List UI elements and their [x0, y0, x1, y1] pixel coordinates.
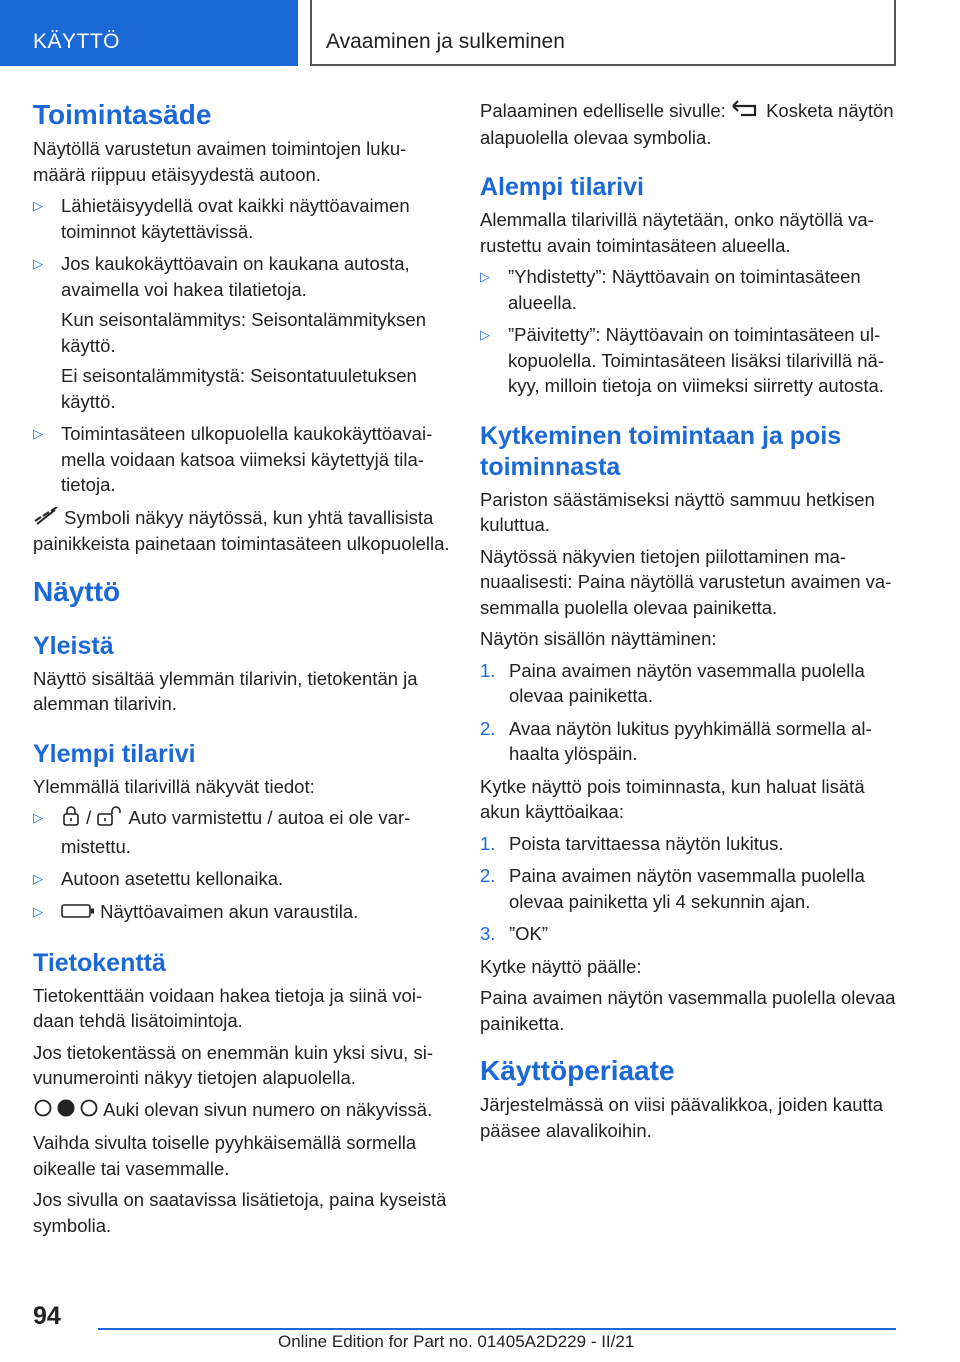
heading-upper-status: Ylempi tilarivi [33, 739, 196, 768]
out-of-range-icon [33, 506, 59, 532]
footer-edition: Online Edition for Part no. 01405A2D229 - II/21 [278, 1332, 635, 1351]
bullet-triangle-icon: ▷ [33, 256, 43, 271]
list-item: ▷ Toimintasäteen ulkopuolella kaukokäyttöavaimella voidaan katsoa viimeksi käytettyjä tilatietoja. [33, 423, 433, 495]
numbered-list [480, 658, 898, 767]
bullet-triangle-icon: ▷ [33, 903, 43, 919]
page-dots-icon [33, 1098, 99, 1125]
paragraph: Järjestelmässä on viisi päävalikkoa, joiden kautta pääsee alavalikoihin. [480, 1094, 884, 1141]
list-item: ▷ ”Yhdistetty”: Näyttöavain on toimintasäteen alueella. [480, 266, 861, 313]
paragraph: Kytke näyttö pois toiminnasta, kun haluat lisätä akun käyttöaikaa: [480, 775, 865, 823]
paragraph: Vaihda sivulta toiselle pyyhkäisemällä sormella oikealle tai vasemmalle. [33, 1132, 417, 1179]
lock-closed-icon [61, 805, 81, 834]
bullet-triangle-icon: ▷ [480, 269, 490, 285]
paragraph: Palaaminen edelliselle sivulle: Kosketa näytön alapuolella olevaa symbolia. [480, 100, 894, 148]
paragraph: Alemmalla tilarivillä näytetään, onko näytöllä varustettu avain toimintasäteen alueella. [480, 209, 874, 256]
sub-paragraph: Ei seisontalämmitystä: Seisontatuuletuksen käyttö. [61, 365, 417, 412]
list-item: 3. ”OK” [480, 923, 549, 945]
list-item: ▷ ”Päivitetty”: Näyttöavain on toimintasäteen ulkopuolella. Toimintasäteen lisäksi tilarivillä näkyy, milloin tietoja on viimeksi siirretty autosta. [480, 324, 885, 397]
paragraph: Kytke näyttö päälle: [480, 955, 642, 977]
list-item: 1. Paina avaimen näytön vasemmalla puolella olevaa painiketta. [480, 659, 865, 707]
lock-open-icon [96, 805, 124, 834]
page-number: 94 [33, 1302, 61, 1330]
list-item: ▷ Lähietäisyydellä ovat kaikki näyttöavaimen toiminnot käytettävissä. [33, 195, 410, 242]
bullet-list [33, 805, 451, 925]
paragraph: Symboli näkyy näytössä, kun yhtä tavallisista painikkeista painetaan toimintasäteen ulkopuolella. [33, 506, 450, 555]
heading-principle: Käyttöperiaate [480, 1055, 675, 1087]
paragraph: Näytöllä varustetun avaimen toimintojen lukumäärä riippuu etäisyydestä autoon. [33, 138, 407, 185]
footer-divider [98, 1328, 896, 1330]
heading-lower-status: Alempi tilarivi [480, 173, 644, 202]
paragraph: Pariston säästämiseksi näyttö sammuu hetkisen kuluttua. [480, 488, 875, 536]
bullet-list [33, 193, 451, 498]
bullet-list [480, 264, 898, 399]
battery-icon [61, 900, 95, 926]
bullet-triangle-icon: ▷ [33, 426, 43, 441]
paragraph: Näytön sisällön näyttäminen: [480, 628, 717, 650]
list-item: ▷ Jos kaukokäyttöavain on kaukana autosta, avaimella voi hakea tilatietoja. Kun seisontalämmitys: Seisontalämmityksen käyttö. Ei seisontalämmitystä: Seisontatuuletuksen käyttö. [33, 251, 451, 414]
bullet-triangle-icon: ▷ [480, 327, 490, 343]
section-title: Avaaminen ja sulkeminen [310, 0, 896, 66]
bullet-triangle-icon: ▷ [33, 198, 43, 213]
chapter-tab: KÄYTTÖ [0, 0, 298, 66]
bullet-triangle-icon: ▷ [33, 871, 43, 887]
right-column [480, 98, 898, 1149]
heading-range: Toimintasäde [33, 99, 212, 130]
heading-display: Näyttö [33, 575, 121, 607]
sub-paragraph: Kun seisontalämmitys: Seisontalämmityksen käyttö. [61, 309, 427, 356]
paragraph: Näyttö sisältää ylemmän tilarivin, tietokentän ja alemman tilarivin. [33, 667, 418, 715]
list-item: 2. Avaa näytön lukitus pyyhkimällä sormella alhaalta ylöspäin. [480, 717, 872, 765]
list-item: 1. Poista tarvittaessa näytön lukitus. [480, 832, 784, 854]
list-item: ▷ Näyttöavaimen akun varaustila. [33, 899, 451, 926]
paragraph: Näytössä näkyvien tietojen piilottaminen manuaalisesti: Paina näytöllä varustetun avaimen vasemmalla puolella olevaa painiketta. [480, 545, 892, 618]
back-arrow-icon [731, 99, 761, 125]
paragraph: Jos sivulla on saatavissa lisätietoja, paina kyseistä symbolia. [33, 1189, 447, 1236]
list-item: 2. Paina avaimen näytön vasemmalla puolella olevaa painiketta yli 4 sekunnin ajan. [480, 865, 865, 912]
paragraph: Paina avaimen näytön vasemmalla puolella olevaa painiketta. [480, 987, 896, 1034]
page-header [0, 0, 960, 66]
paragraph: Ylemmällä tilarivillä näkyvät tiedot: [33, 775, 315, 797]
list-item: ▷ / Auto varmistettu / autoa ei ole varmistettu. [33, 805, 451, 859]
left-column [33, 98, 451, 1244]
list-item: ▷ Autoon asetettu kellonaika. [33, 866, 451, 892]
heading-info-field: Tietokenttä [33, 948, 166, 977]
paragraph: Auki olevan sivun numero on näkyvissä. [33, 1097, 451, 1124]
numbered-list [480, 831, 898, 947]
heading-general: Yleistä [33, 631, 114, 660]
heading-on-off: Kytkeminen toimintaan ja pois toiminnasta [480, 421, 842, 481]
paragraph: Tietokenttään voidaan hakea tietoja ja siinä voidaan tehdä lisätoimintoja. [33, 984, 423, 1032]
bullet-triangle-icon: ▷ [33, 810, 43, 826]
paragraph: Jos tietokentässä on enemmän kuin yksi sivu, sivunumerointi näkyy tietojen alapuolella. [33, 1041, 433, 1089]
